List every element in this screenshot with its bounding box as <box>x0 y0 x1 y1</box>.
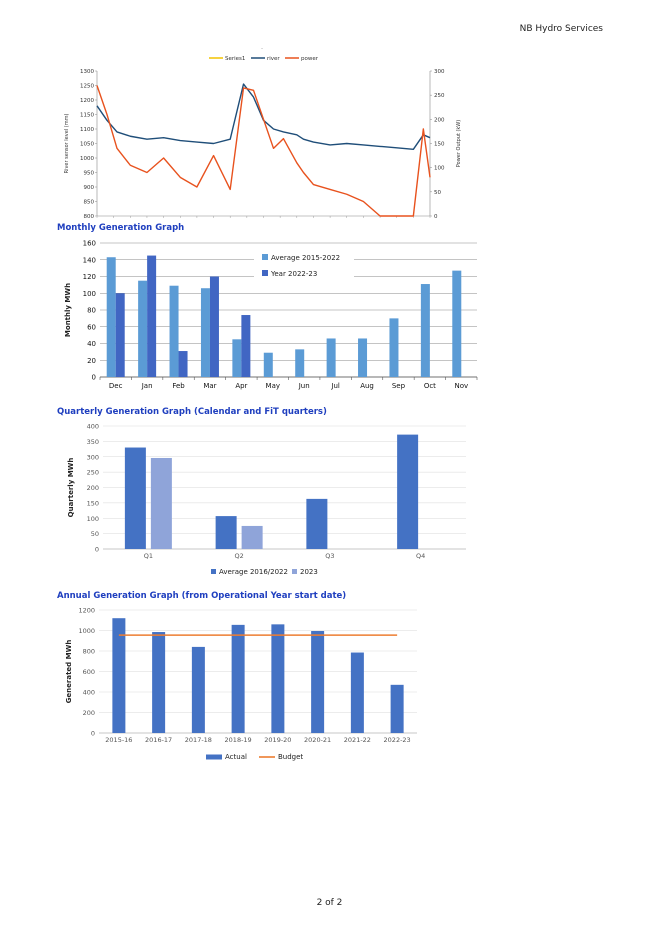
legend-label-average: Average 2016/2022 <box>219 568 288 576</box>
category-label: Jan <box>141 382 153 390</box>
category-label: 2019-20 <box>264 736 292 744</box>
chart-title: - <box>261 46 263 52</box>
y-tick-label: 1100 <box>80 127 94 133</box>
bar-average-2015-2022 <box>232 339 241 377</box>
y-tick-label: 100 <box>86 514 99 523</box>
y-axis-label: Generated MWh <box>65 639 73 704</box>
bar-average-2016-2022 <box>216 516 237 549</box>
legend-label-power: power <box>301 56 318 62</box>
legend-label-year: Year 2022-23 <box>271 270 318 278</box>
category-label: 2018-19 <box>224 736 252 744</box>
bar-actual <box>232 625 245 733</box>
legend-swatch-year <box>262 270 268 276</box>
y-tick-label: 20 <box>87 356 96 365</box>
y-tick-label: 850 <box>83 199 94 206</box>
y2-tick-label: 100 <box>434 165 445 172</box>
y-tick-label: 150 <box>86 499 99 508</box>
y-axis-label: Monthly MWh <box>64 282 72 338</box>
category-label: Aug <box>360 382 374 390</box>
category-label: Jul <box>331 382 340 390</box>
y-tick-label: 1050 <box>80 141 94 148</box>
category-label: Q4 <box>415 552 426 560</box>
category-label: Q2 <box>234 552 244 560</box>
y2-axis-label: Power Output (kW) <box>456 119 462 168</box>
bar-year-2022-23 <box>147 256 156 377</box>
y-tick-label: 0 <box>90 729 95 738</box>
category-label: Mar <box>203 382 217 390</box>
y-tick-label: 800 <box>82 647 95 656</box>
y-tick-label: 120 <box>82 273 96 281</box>
y-tick-label: 1000 <box>78 627 95 635</box>
bar-actual <box>391 685 404 733</box>
quarterly-chart <box>0 418 659 588</box>
y-tick-label: 50 <box>90 530 99 539</box>
bar-actual <box>271 624 284 733</box>
y-tick-label: 1200 <box>78 606 95 615</box>
y-tick-label: 800 <box>83 214 94 220</box>
bar-year-2022-23 <box>116 293 125 377</box>
legend-label-2023: 2023 <box>300 568 318 576</box>
company-name: NB Hydro Services <box>519 24 603 34</box>
bar-average-2015-2022 <box>327 338 336 377</box>
legend-swatch-average <box>262 254 268 260</box>
y-tick-label: 600 <box>82 668 95 676</box>
category-label: 2016-17 <box>145 736 173 744</box>
bar-average-2015-2022 <box>389 318 398 377</box>
category-label: Apr <box>235 382 248 390</box>
y-tick-label: 1000 <box>80 156 94 162</box>
bar-average-2015-2022 <box>358 338 367 377</box>
y-axis-label: River sensor level (mm) <box>64 113 70 174</box>
bar-average-2015-2022 <box>264 353 273 377</box>
y-tick-label: 400 <box>82 688 95 697</box>
category-label: 2017-18 <box>184 736 212 744</box>
y-tick-label: 250 <box>86 468 99 477</box>
annual-chart <box>0 602 659 772</box>
river-power-chart <box>0 0 659 225</box>
bar-2023 <box>151 458 172 549</box>
y-tick-label: 200 <box>82 709 95 717</box>
y2-tick-label: 0 <box>434 214 438 220</box>
bar-year-2022-23 <box>241 315 250 377</box>
y-tick-label: 140 <box>82 256 96 265</box>
category-label: Oct <box>423 382 436 390</box>
category-label: 2015-16 <box>105 736 133 744</box>
bar-2023 <box>242 526 263 549</box>
y-axis-label: Quarterly MWh <box>67 457 75 518</box>
y-tick-label: 200 <box>86 484 99 492</box>
bar-average-2016-2022 <box>306 499 327 549</box>
category-label: Jun <box>298 382 310 390</box>
bar-average-2015-2022 <box>107 257 116 377</box>
y2-tick-label: 150 <box>434 141 445 148</box>
bar-average-2015-2022 <box>295 349 304 377</box>
y2-tick-label: 250 <box>434 93 445 100</box>
y-tick-label: 40 <box>87 340 96 348</box>
y-tick-label: 900 <box>83 185 94 191</box>
y-tick-label: 60 <box>87 323 96 332</box>
category-label: Q1 <box>143 552 154 560</box>
quarterly-title: Quarterly Generation Graph (Calendar and FiT quarters) <box>57 407 327 417</box>
y-tick-label: 0 <box>94 545 99 554</box>
y-tick-label: 1250 <box>80 83 94 90</box>
y-tick-label: 160 <box>82 239 96 248</box>
bar-year-2022-23 <box>210 277 219 378</box>
bar-average-2016-2022 <box>397 435 418 549</box>
bar-average-2015-2022 <box>452 271 461 377</box>
bar-actual <box>152 632 165 733</box>
legend-label-budget: Budget <box>278 753 304 761</box>
bar-average-2015-2022 <box>138 281 147 377</box>
legend-swatch-2023 <box>292 569 297 574</box>
y-tick-label: 400 <box>86 422 99 431</box>
bar-actual <box>311 631 324 733</box>
category-label: Nov <box>454 382 469 390</box>
legend-label-river: river <box>267 56 280 62</box>
y-tick-label: 0 <box>91 373 96 382</box>
y-tick-label: 1200 <box>80 98 94 104</box>
bar-year-2022-23 <box>179 351 188 377</box>
y2-tick-label: 200 <box>434 117 445 124</box>
category-label: 2022-23 <box>383 736 411 744</box>
bar-actual <box>351 653 364 733</box>
y-tick-label: 1300 <box>80 69 94 75</box>
bar-average-2015-2022 <box>170 286 179 377</box>
series-line-river <box>97 84 430 149</box>
bar-average-2015-2022 <box>421 284 430 377</box>
y-tick-label: 950 <box>83 170 94 177</box>
legend-swatch-average <box>211 569 216 574</box>
y-tick-label: 1150 <box>80 112 94 119</box>
category-label: Feb <box>172 382 185 390</box>
monthly-title: Monthly Generation Graph <box>57 223 185 233</box>
annual-title: Annual Generation Graph (from Operational Year start date) <box>57 591 347 601</box>
y-tick-label: 80 <box>87 306 96 315</box>
series-line-power <box>97 86 430 217</box>
y-tick-label: 300 <box>86 453 99 462</box>
y-tick-label: 350 <box>86 437 99 446</box>
bar-average-2016-2022 <box>125 448 146 549</box>
category-label: 2021-22 <box>343 736 371 744</box>
category-label: 2020-21 <box>304 736 332 744</box>
page-number: 2 of 2 <box>316 898 343 908</box>
y-tick-label: 100 <box>82 289 96 298</box>
bar-actual <box>192 647 205 733</box>
category-label: Dec <box>108 382 123 390</box>
category-label: Q3 <box>325 552 335 560</box>
y2-tick-label: 50 <box>434 189 441 196</box>
category-label: May <box>265 382 281 390</box>
y2-tick-label: 300 <box>434 69 445 75</box>
category-label: Sep <box>391 382 406 390</box>
legend-label-average: Average 2015-2022 <box>271 254 341 262</box>
monthly-chart <box>0 235 659 405</box>
legend-label-actual: Actual <box>225 753 247 761</box>
bar-average-2015-2022 <box>201 288 210 377</box>
legend-label-Series1: Series1 <box>225 56 246 62</box>
